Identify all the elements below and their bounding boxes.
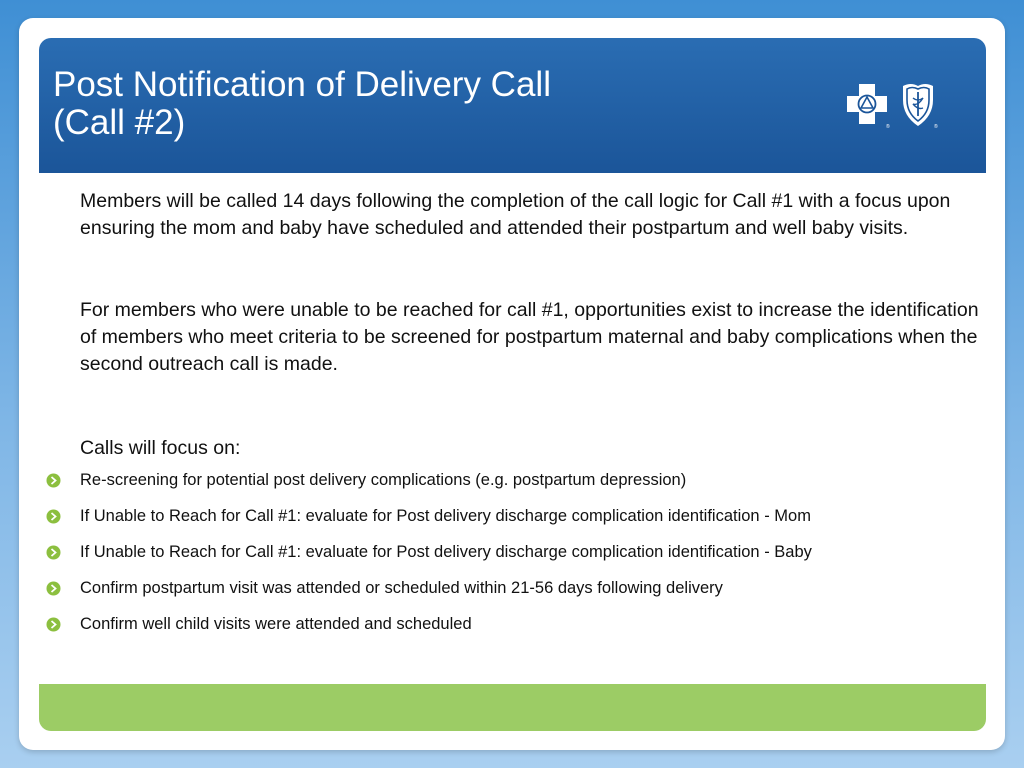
chevron-bullet-icon: [46, 581, 61, 596]
chevron-bullet-icon: [46, 617, 61, 632]
blue-shield-icon: [903, 84, 938, 130]
paragraph-unable-to-reach: For members who were unable to be reached for call #1, opportunities exist to increase the identification of members who meet criteria to be screened for postpartum maternal and baby complications when the second outreach call is made.: [80, 299, 979, 375]
bullet-text: Confirm well child visits were attended and scheduled: [80, 615, 472, 633]
title-line-2: (Call #2): [53, 103, 186, 142]
bullet-text: If Unable to Reach for Call #1: evaluate for Post delivery discharge complication identification - Baby: [80, 543, 812, 561]
bullet-text: Re-screening for potential post delivery complications (e.g. postpartum depression): [80, 471, 687, 489]
list-item: [39, 470, 979, 490]
svg-text:®: ®: [886, 124, 890, 130]
logo: [845, 78, 945, 132]
chevron-bullet-icon: [46, 509, 61, 524]
list-item: [39, 542, 979, 562]
slide-body: [39, 188, 979, 650]
list-item: [39, 506, 979, 526]
footer-bar: [39, 684, 986, 731]
logo-graphic: [845, 78, 945, 132]
slide-title: [53, 66, 551, 142]
chevron-bullet-icon: [46, 473, 61, 488]
bullet-text: Confirm postpartum visit was attended or scheduled within 21-56 days following delivery: [80, 579, 723, 597]
blue-cross-icon: [847, 84, 890, 130]
paragraph-focus-heading: Calls will focus on:: [80, 437, 241, 459]
list-item: [39, 614, 979, 634]
title-line-1: Post Notification of Delivery Call: [53, 65, 551, 104]
list-item: [39, 578, 979, 598]
chevron-bullet-icon: [46, 545, 61, 560]
bullet-text: If Unable to Reach for Call #1: evaluate for Post delivery discharge complication identification - Mom: [80, 507, 811, 525]
title-bar: [39, 38, 986, 173]
svg-text:®: ®: [934, 124, 938, 130]
focus-bullet-list: [39, 470, 979, 634]
paragraph-call-timing: Members will be called 14 days following the completion of the call logic for Call #1 with a focus upon ensuring the mom and baby have scheduled and attended their postpartum and well baby visits.: [80, 190, 951, 239]
